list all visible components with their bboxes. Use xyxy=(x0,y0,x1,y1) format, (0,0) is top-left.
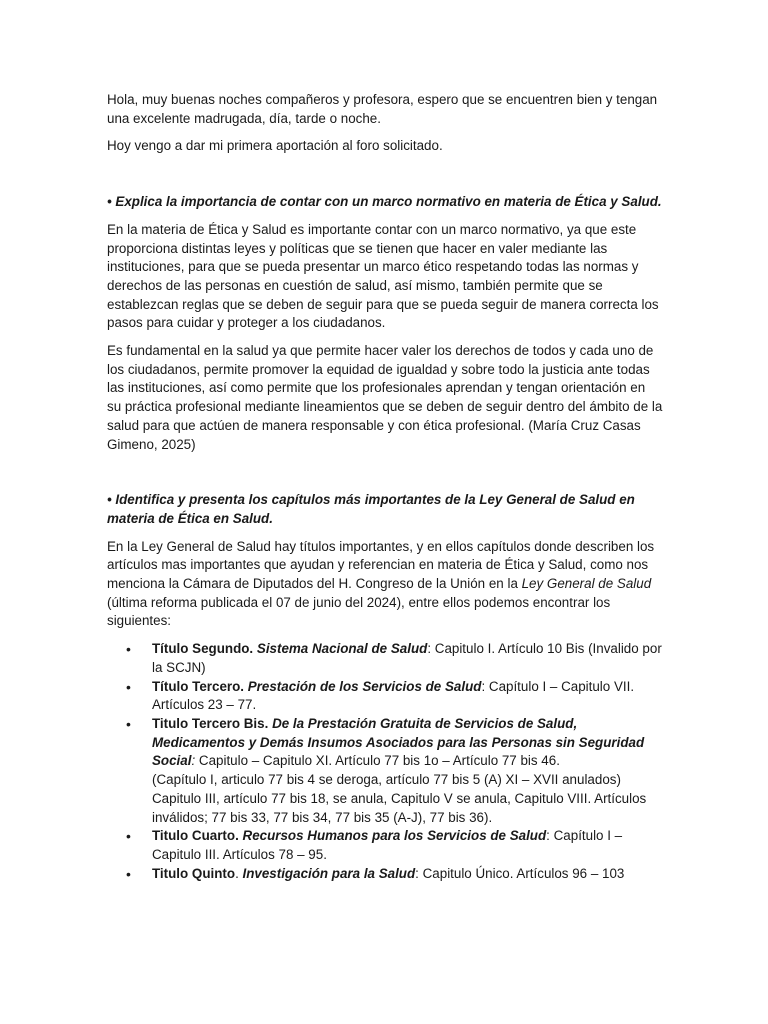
list-item xyxy=(107,715,663,827)
bullet-icon: • xyxy=(126,828,131,845)
item-name: Sistema Nacional de Salud xyxy=(256,641,428,657)
item-label: Título Segundo. xyxy=(152,641,254,657)
item-detail: Capitulo Único. Artículos 96 – 103 xyxy=(418,865,625,881)
list-item xyxy=(107,865,663,884)
greeting-paragraph: Hola, muy buenas noches compañeros y profesora, espero que se encuentren bien y tengan una excelente madrugada, día, tarde o noche. xyxy=(107,92,658,126)
item-detail: Capítulo I – Capitulo III. Artículos 78 – 95. xyxy=(152,828,623,862)
list-item xyxy=(107,640,663,677)
item-sep: : xyxy=(546,828,550,844)
law-title: Ley General de Salud xyxy=(521,576,652,592)
item-name: Prestación de los Servicios de Salud xyxy=(247,678,482,694)
answer-2-intro xyxy=(107,538,663,632)
item-label: Titulo Quinto xyxy=(152,865,236,881)
item-label: Titulo Tercero Bis. xyxy=(152,715,269,731)
item-sep: : xyxy=(415,865,419,881)
list-item xyxy=(107,678,663,715)
bullet-icon: • xyxy=(126,678,131,695)
item-detail-extra: (Capítulo I, articulo 77 bis 4 se deroga, artículo 77 bis 5 (A) XI – XVII anulados) Capitulo III, artículo 77 bis 18, se anula, Capitulo V se anula, Capitulo VIII. Artículos inválidos; 77 bis 33, 77 bis 34, 77 bis 35 (A-J), 77 bis 36). xyxy=(152,772,647,825)
item-detail: Capítulo I – Capitulo VII. Artículos 23 – 77. xyxy=(152,678,635,713)
item-sep: : xyxy=(427,641,432,657)
item-detail: Capitulo I. Artículo 10 Bis (Invalido por la SCJN) xyxy=(152,641,662,675)
item-name: Recursos Humanos para los Servicios de Salud xyxy=(242,828,547,844)
document-page xyxy=(107,91,663,883)
item-label: Título Tercero. xyxy=(152,678,245,694)
question-2: • Identifica y presenta los capítulos más importantes de la Ley General de Salud en materia de Ética en Salud. xyxy=(107,492,635,526)
intro-text-before: En la Ley General de Salud hay títulos importantes, y en ellos capítulos donde describen los artículos mas importantes que ayudan y referencian en materia de Ética y Salud, como nos menciona la Cámara de Diputados del H. Congreso de la Unión en la xyxy=(107,538,655,592)
item-sep: : xyxy=(191,753,196,769)
question-1: • Explica la importancia de contar con un marco normativo en materia de Ética y Salud. xyxy=(107,194,662,210)
item-name: De la Prestación Gratuita de Servicios de Salud, Medicamentos y Demás Insumos Asociados para las Personas sin Seguridad Social xyxy=(152,715,645,769)
intro-text-after: (última reforma publicada el 07 de junio del 2024), entre ellos podemos encontrar los siguientes: xyxy=(107,594,611,629)
bullet-icon: • xyxy=(126,641,131,658)
purpose-paragraph: Hoy vengo a dar mi primera aportación al foro solicitado. xyxy=(107,138,443,154)
item-sep: : xyxy=(481,678,486,694)
bullet-icon: • xyxy=(126,715,131,732)
answer-1-paragraph-1: En la materia de Ética y Salud es importante contar con un marco normativo, ya que este proporciona distintas leyes y políticas que se tienen que hacer en valer mediante las instituciones, para que se pueda presentar un marco ético respetando todas las normas y derechos de las personas en cuestión de salud, así mismo, también permite que se establezcan reglas que se deben de seguir para que se pueda seguir de manera correcta los pasos para cuidar y proteger a los ciudadanos. xyxy=(107,221,659,331)
bullet-icon: • xyxy=(126,865,131,882)
item-detail: Capitulo – Capitulo XI. Artículo 77 bis 1o – Artículo 77 bis 46. xyxy=(195,753,560,769)
list-item xyxy=(107,827,663,864)
chapter-list xyxy=(107,640,663,883)
item-sep-before: . xyxy=(235,865,243,881)
item-label: Titulo Cuarto. xyxy=(152,828,239,844)
answer-1-paragraph-2: Es fundamental en la salud ya que permite hacer valer los derechos de todos y cada uno de los ciudadanos, permite promover la equidad de igualdad y sobre todo la justicia ante todas las instituciones, así como permite que los profesionales aprendan y tengan orientación en su práctica profesional mediante lineamientos que se deben de seguir dentro del ámbito de la salud para que actúen de manera responsable y con ética profesional. (María Cruz Casas Gimeno, 2025) xyxy=(107,343,663,452)
item-name: Investigación para la Salud xyxy=(242,865,416,881)
